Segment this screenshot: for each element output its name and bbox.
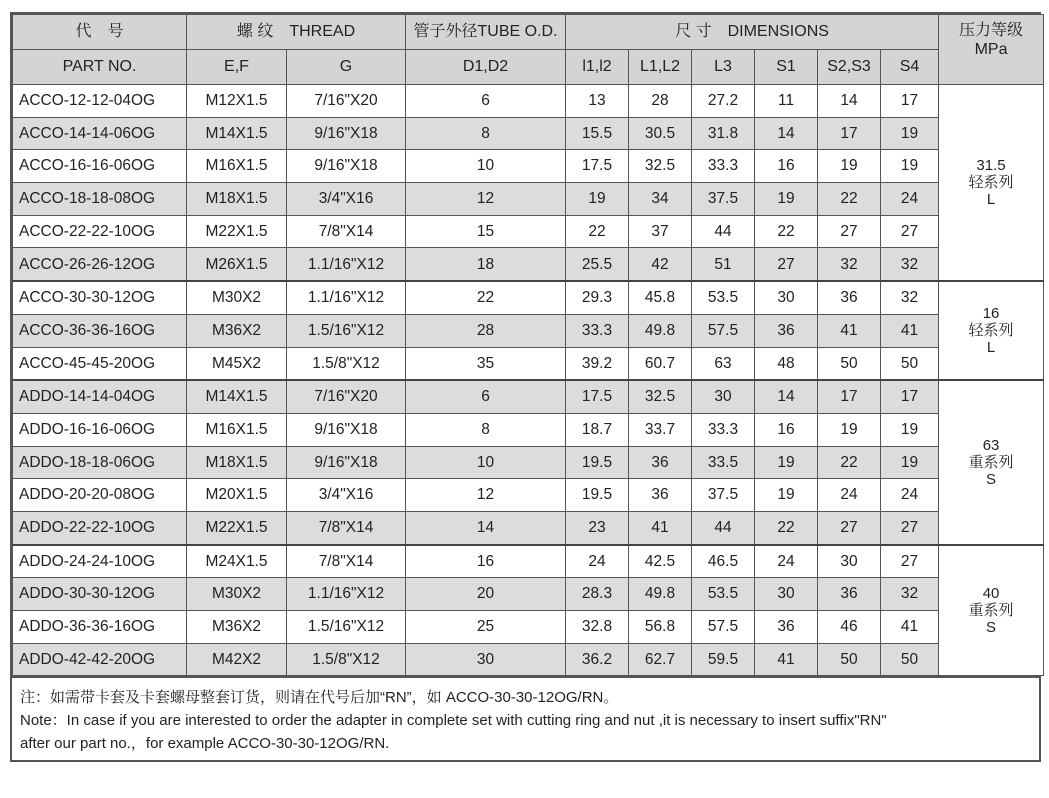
value-cell: 46.5 (692, 545, 755, 578)
part-number-cell: ACCO-14-14-06OG (13, 117, 187, 150)
value-cell: 30 (406, 643, 566, 676)
value-cell: 17 (881, 380, 939, 413)
value-cell: 22 (755, 215, 818, 248)
value-cell: 48 (755, 347, 818, 380)
part-number-cell: ADDO-16-16-06OG (13, 413, 187, 446)
value-cell: M30X2 (187, 578, 287, 611)
part-number-cell: ADDO-14-14-04OG (13, 380, 187, 413)
value-cell: 16 (406, 545, 566, 578)
value-cell: 37.5 (692, 479, 755, 512)
table-row (13, 215, 1044, 248)
part-number-cell: ADDO-30-30-12OG (13, 578, 187, 611)
value-cell: 19 (818, 413, 881, 446)
value-cell: 10 (406, 150, 566, 183)
value-cell: 10 (406, 446, 566, 479)
table-body (13, 85, 1044, 676)
value-cell: 12 (406, 183, 566, 216)
table-row (13, 446, 1044, 479)
value-cell: 1.1/16"X12 (287, 578, 406, 611)
value-cell: 33.3 (566, 314, 629, 347)
value-cell: 31.8 (692, 117, 755, 150)
value-cell: 41 (881, 611, 939, 644)
value-cell: 13 (566, 85, 629, 118)
value-cell: 57.5 (692, 611, 755, 644)
value-cell: 27 (881, 545, 939, 578)
header-col-s1: S1 (755, 50, 818, 85)
value-cell: 17.5 (566, 150, 629, 183)
value-cell: 24 (755, 545, 818, 578)
part-number-cell: ADDO-36-36-16OG (13, 611, 187, 644)
value-cell: 50 (818, 643, 881, 676)
value-cell: 1.1/16"X12 (287, 281, 406, 314)
value-cell: 6 (406, 85, 566, 118)
value-cell: 7/16"X20 (287, 85, 406, 118)
part-number-cell: ADDO-42-42-20OG (13, 643, 187, 676)
value-cell: M30X2 (187, 281, 287, 314)
value-cell: 50 (881, 643, 939, 676)
header-thread: 螺 纹 THREAD (187, 15, 406, 50)
table-row (13, 479, 1044, 512)
note-en-line2: after our part no.，for example ACCO-30-30-12OG/RN. (20, 735, 390, 753)
value-cell: 49.8 (629, 314, 692, 347)
value-cell: 1.5/16"X12 (287, 611, 406, 644)
header-col-l3: L3 (692, 50, 755, 85)
table-row (13, 643, 1044, 676)
value-cell: 63 (692, 347, 755, 380)
value-cell: 27 (818, 215, 881, 248)
header-pressure: 压力等级 MPa (939, 15, 1044, 85)
value-cell: 32 (881, 281, 939, 314)
value-cell: 1.5/8"X12 (287, 643, 406, 676)
value-cell: 34 (629, 183, 692, 216)
value-cell: 17 (818, 117, 881, 150)
value-cell: 3/4"X16 (287, 183, 406, 216)
value-cell: 32.5 (629, 380, 692, 413)
value-cell: 60.7 (629, 347, 692, 380)
value-cell: 44 (692, 511, 755, 544)
part-number-cell: ACCO-18-18-08OG (13, 183, 187, 216)
value-cell: 14 (818, 85, 881, 118)
value-cell: 30 (755, 578, 818, 611)
value-cell: M22X1.5 (187, 511, 287, 544)
value-cell: 1.1/16"X12 (287, 248, 406, 281)
value-cell: 51 (692, 248, 755, 281)
value-cell: 30.5 (629, 117, 692, 150)
table-row (13, 347, 1044, 380)
order-note (12, 676, 1039, 760)
value-cell: 33.5 (692, 446, 755, 479)
value-cell: 27 (881, 215, 939, 248)
header-part-cn: 代 号 (13, 15, 187, 50)
value-cell: M20X1.5 (187, 479, 287, 512)
table-row (13, 183, 1044, 216)
value-cell: 41 (629, 511, 692, 544)
value-cell: 50 (818, 347, 881, 380)
value-cell: 50 (881, 347, 939, 380)
table-row (13, 150, 1044, 183)
pressure-class-cell: 40 重系列 S (939, 545, 1044, 676)
part-number-cell: ACCO-36-36-16OG (13, 314, 187, 347)
value-cell: M36X2 (187, 611, 287, 644)
value-cell: 24 (818, 479, 881, 512)
value-cell: 19 (755, 183, 818, 216)
value-cell: 19 (566, 183, 629, 216)
value-cell: 49.8 (629, 578, 692, 611)
table-row (13, 413, 1044, 446)
header-tube-od: 管子外径TUBE O.D. (406, 15, 566, 50)
value-cell: 1.5/8"X12 (287, 347, 406, 380)
value-cell: 36 (629, 479, 692, 512)
value-cell: 32 (818, 248, 881, 281)
header-dimensions: 尺 寸 DIMENSIONS (566, 15, 939, 50)
value-cell: 33.3 (692, 150, 755, 183)
value-cell: 24 (881, 479, 939, 512)
value-cell: 32 (881, 578, 939, 611)
value-cell: 39.2 (566, 347, 629, 380)
table-row (13, 578, 1044, 611)
value-cell: 32.5 (629, 150, 692, 183)
value-cell: 59.5 (692, 643, 755, 676)
value-cell: 36.2 (566, 643, 629, 676)
value-cell: 16 (755, 413, 818, 446)
value-cell: 42.5 (629, 545, 692, 578)
note-cn: 注：如需带卡套及卡套螺母整套订货，则请在代号后加“RN”，如 ACCO-30-30-12OG/RN。 (20, 689, 619, 707)
value-cell: 36 (755, 611, 818, 644)
value-cell: 23 (566, 511, 629, 544)
value-cell: 19 (881, 446, 939, 479)
part-number-cell: ADDO-20-20-08OG (13, 479, 187, 512)
table-row (13, 611, 1044, 644)
value-cell: 19.5 (566, 446, 629, 479)
value-cell: 19 (881, 413, 939, 446)
value-cell: 19 (755, 446, 818, 479)
value-cell: 27.2 (692, 85, 755, 118)
header-col-l1l2-small: l1,l2 (566, 50, 629, 85)
table-row (13, 314, 1044, 347)
part-number-cell: ADDO-22-22-10OG (13, 511, 187, 544)
value-cell: M42X2 (187, 643, 287, 676)
value-cell: 7/8"X14 (287, 511, 406, 544)
part-number-cell: ACCO-45-45-20OG (13, 347, 187, 380)
value-cell: 22 (566, 215, 629, 248)
value-cell: 17 (818, 380, 881, 413)
value-cell: 41 (755, 643, 818, 676)
value-cell: 18 (406, 248, 566, 281)
value-cell: 56.8 (629, 611, 692, 644)
value-cell: 14 (755, 117, 818, 150)
value-cell: 28 (629, 85, 692, 118)
value-cell: 9/16"X18 (287, 446, 406, 479)
value-cell: M26X1.5 (187, 248, 287, 281)
value-cell: 7/8"X14 (287, 215, 406, 248)
value-cell: 14 (406, 511, 566, 544)
part-number-cell: ACCO-16-16-06OG (13, 150, 187, 183)
value-cell: 1.5/16"X12 (287, 314, 406, 347)
value-cell: 22 (818, 183, 881, 216)
value-cell: 35 (406, 347, 566, 380)
value-cell: M12X1.5 (187, 85, 287, 118)
value-cell: 27 (818, 511, 881, 544)
value-cell: 36 (818, 578, 881, 611)
part-number-cell: ADDO-18-18-06OG (13, 446, 187, 479)
value-cell: 16 (755, 150, 818, 183)
note-en-line1: Note：In case if you are interested to order the adapter in complete set with cutting ring and nut ,it is necessary to insert suffix"RN" (20, 712, 887, 730)
value-cell: 32 (881, 248, 939, 281)
value-cell: 24 (881, 183, 939, 216)
value-cell: M24X1.5 (187, 545, 287, 578)
value-cell: 19 (818, 150, 881, 183)
value-cell: 22 (818, 446, 881, 479)
table-row (13, 117, 1044, 150)
value-cell: M18X1.5 (187, 183, 287, 216)
value-cell: 45.8 (629, 281, 692, 314)
table-row (13, 545, 1044, 578)
value-cell: M45X2 (187, 347, 287, 380)
value-cell: 53.5 (692, 281, 755, 314)
value-cell: 36 (818, 281, 881, 314)
value-cell: 32.8 (566, 611, 629, 644)
value-cell: 19 (755, 479, 818, 512)
value-cell: M16X1.5 (187, 150, 287, 183)
spec-sheet (10, 12, 1041, 762)
value-cell: M16X1.5 (187, 413, 287, 446)
table-row (13, 85, 1044, 118)
value-cell: 17 (881, 85, 939, 118)
value-cell: 30 (755, 281, 818, 314)
value-cell: 37.5 (692, 183, 755, 216)
value-cell: 42 (629, 248, 692, 281)
value-cell: 20 (406, 578, 566, 611)
value-cell: 25.5 (566, 248, 629, 281)
value-cell: 22 (755, 511, 818, 544)
value-cell: 37 (629, 215, 692, 248)
value-cell: 15.5 (566, 117, 629, 150)
header-col-l1l2: L1,L2 (629, 50, 692, 85)
value-cell: 6 (406, 380, 566, 413)
value-cell: 19 (881, 150, 939, 183)
value-cell: 19.5 (566, 479, 629, 512)
value-cell: 29.3 (566, 281, 629, 314)
value-cell: 15 (406, 215, 566, 248)
table-row (13, 281, 1044, 314)
value-cell: 27 (881, 511, 939, 544)
header-col-d1d2: D1,D2 (406, 50, 566, 85)
value-cell: 28.3 (566, 578, 629, 611)
value-cell: 9/16"X18 (287, 117, 406, 150)
value-cell: 62.7 (629, 643, 692, 676)
value-cell: 9/16"X18 (287, 150, 406, 183)
header-col-s4: S4 (881, 50, 939, 85)
value-cell: M22X1.5 (187, 215, 287, 248)
table-row (13, 511, 1044, 544)
value-cell: 9/16"X18 (287, 413, 406, 446)
value-cell: M18X1.5 (187, 446, 287, 479)
value-cell: 3/4"X16 (287, 479, 406, 512)
pressure-class-cell: 16 轻系列 L (939, 281, 1044, 380)
value-cell: 30 (692, 380, 755, 413)
value-cell: 14 (755, 380, 818, 413)
value-cell: 25 (406, 611, 566, 644)
value-cell: 7/8"X14 (287, 545, 406, 578)
value-cell: 36 (755, 314, 818, 347)
value-cell: 33.7 (629, 413, 692, 446)
value-cell: 53.5 (692, 578, 755, 611)
part-number-cell: ACCO-26-26-12OG (13, 248, 187, 281)
value-cell: 12 (406, 479, 566, 512)
pressure-class-cell: 31.5 轻系列 L (939, 85, 1044, 282)
value-cell: 57.5 (692, 314, 755, 347)
header-col-ef: E,F (187, 50, 287, 85)
value-cell: 11 (755, 85, 818, 118)
value-cell: 19 (881, 117, 939, 150)
value-cell: M36X2 (187, 314, 287, 347)
value-cell: 33.3 (692, 413, 755, 446)
table-row (13, 248, 1044, 281)
value-cell: 8 (406, 117, 566, 150)
value-cell: 24 (566, 545, 629, 578)
pressure-class-cell: 63 重系列 S (939, 380, 1044, 544)
header-col-s2s3: S2,S3 (818, 50, 881, 85)
value-cell: 36 (629, 446, 692, 479)
dimension-table (12, 14, 1044, 676)
value-cell: 18.7 (566, 413, 629, 446)
value-cell: 28 (406, 314, 566, 347)
value-cell: 7/16"X20 (287, 380, 406, 413)
part-number-cell: ACCO-22-22-10OG (13, 215, 187, 248)
part-number-cell: ADDO-24-24-10OG (13, 545, 187, 578)
value-cell: 22 (406, 281, 566, 314)
header-col-g: G (287, 50, 406, 85)
value-cell: 41 (881, 314, 939, 347)
table-row (13, 380, 1044, 413)
value-cell: M14X1.5 (187, 380, 287, 413)
part-number-cell: ACCO-12-12-04OG (13, 85, 187, 118)
value-cell: 27 (755, 248, 818, 281)
value-cell: 41 (818, 314, 881, 347)
value-cell: 17.5 (566, 380, 629, 413)
value-cell: 30 (818, 545, 881, 578)
value-cell: 44 (692, 215, 755, 248)
value-cell: 46 (818, 611, 881, 644)
header-part-en: PART NO. (13, 50, 187, 85)
value-cell: M14X1.5 (187, 117, 287, 150)
part-number-cell: ACCO-30-30-12OG (13, 281, 187, 314)
value-cell: 8 (406, 413, 566, 446)
